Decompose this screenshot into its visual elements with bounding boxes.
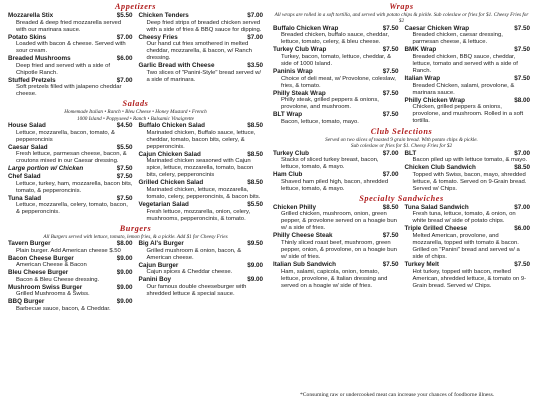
menu-item-header [405, 46, 531, 54]
burgers-col2 [139, 240, 264, 313]
footer-disclaimer: *Consuming raw or undercooked meat can increase your chances of foodborne illness. [300, 392, 495, 398]
menu-item-price: $8.50 [247, 150, 263, 158]
menu-item-header [405, 204, 531, 212]
menu-item-price: $4.50 [116, 122, 133, 130]
menu-item [273, 46, 399, 68]
section-title: Specialty Sandwiches [359, 193, 444, 203]
menu-item-header [139, 151, 264, 159]
menu-item-name: Bleu Cheese Burger [8, 269, 69, 277]
menu-item-description: Choice of deli meat, w/ Provolone, coleslaw, fries, & tomato. [281, 75, 396, 89]
menu-item-name: Tuna Salad Sandwich [404, 203, 469, 211]
menu-item-header [405, 164, 531, 172]
club-section [273, 127, 530, 193]
menu-item-price: $9.00 [116, 269, 133, 277]
menu-item [8, 122, 133, 144]
menu-item-name: Chicken Tenders [138, 12, 189, 19]
menu-item [273, 68, 399, 90]
menu-item-name: Cajun Burger [138, 261, 179, 269]
menu-item-price: $9.00 [116, 283, 133, 291]
menu-item-name: Garlic Bread with Cheese [138, 62, 215, 70]
appetizers-col2 [139, 12, 264, 98]
menu-item-header [273, 25, 399, 33]
burgers-grid [8, 240, 263, 313]
menu-item-header [405, 75, 531, 83]
menu-item-header [8, 298, 133, 306]
menu-item-description: Deep fried and served with a side of Chipotle Ranch. [16, 62, 110, 76]
menu-item-header [273, 171, 399, 179]
menu-item-description: Our hand cut fries smothered in melted cheddar, mozzarella, & bacon, w/ Ranch dressing. [146, 41, 252, 62]
menu-item-price: $7.50 [514, 24, 530, 32]
menu-item-header [273, 90, 399, 98]
menu-item-name: Triple Grilled Cheese [404, 225, 468, 233]
menu-item-description: Shaved ham piled high, bacon, shredded lettuce, tomato, & mayo. [281, 178, 389, 192]
menu-item-price: $7.00 [382, 171, 399, 179]
section-title: Appetizers [114, 2, 157, 11]
salads-col2 [139, 122, 264, 222]
wraps-col2 [405, 25, 531, 126]
menu-item-header [139, 12, 264, 20]
menu-item-name: Big Al's Burger [138, 239, 184, 247]
salads-grid [8, 122, 263, 222]
menu-item-name: Large portion w/ Chicken [8, 165, 84, 173]
menu-item-description: Hot turkey, topped with bacon, melted American, shredded lettuce, & tomato on 9-Grain bread. Served w/ Chips. [412, 268, 527, 289]
menu-item-name: Caesar Salad [8, 143, 48, 151]
menu-item-header [139, 201, 264, 209]
menu-item-description: Chicken, grilled peppers & onions, provolone, and mushroom. Rolled in a soft tortilla. [412, 104, 524, 125]
menu-item-price: $8.50 [514, 164, 530, 172]
appetizers-grid [8, 12, 263, 98]
menu-item [139, 34, 264, 63]
menu-item-name: BLT Wrap [273, 111, 303, 119]
menu-item-name: Italian Sub Sandwich [273, 260, 336, 268]
menu-item-name: Mozzarella Stix [8, 12, 54, 19]
menu-item-header [8, 34, 133, 42]
menu-item [405, 204, 531, 226]
menu-item-price: $7.00 [116, 76, 133, 84]
menu-item-header [8, 240, 133, 248]
menu-item-price: $3.50 [247, 62, 263, 70]
menu-item-price: $6.00 [116, 55, 133, 63]
menu-item-description: Lettuce, mozzarella, bacon, tomato, & pepperoncinis [16, 129, 115, 143]
menu-item-description: Grilled chicken, mushroom, onion, green pepper, & provolone served on a hoagie bun w/ a side of fries. [281, 211, 397, 232]
menu-item-header [8, 255, 133, 263]
menu-item-description: Marinated chicken, lettuce, mozzarella, tomato, celery, pepperoncinis, & bacon bits. [146, 186, 261, 200]
menu-item-description: Cajun spices & Cheddar cheese. [146, 269, 233, 276]
menu-item-header [8, 195, 133, 203]
menu-item-name: Paninis Wrap [273, 68, 313, 75]
menu-item-price: $5.50 [116, 143, 133, 151]
specialty-section [273, 194, 530, 290]
menu-item-header [273, 232, 399, 240]
menu-item-price: $8.50 [247, 179, 263, 187]
menu-item-price: $7.50 [116, 165, 133, 173]
menu-item-description: American Cheese & Bacon [16, 262, 87, 269]
menu-item [8, 255, 133, 270]
menu-item-name: Stuffed Pretzels [8, 76, 56, 84]
menu-item-description: Breaded chicken, buffalo sauce, cheddar, lettuce, tomato, celery, & bleu cheese. [281, 32, 389, 46]
menu-item-header [139, 122, 264, 130]
menu-item [139, 240, 264, 262]
menu-item-header [8, 144, 133, 152]
menu-item [139, 262, 264, 277]
menu-item-description: Fresh tuna, lettuce, tomato, & onion, on white bread w/ side of potato chips. [412, 211, 516, 225]
menu-item-description: Soft pretzels filled with jalapeno cheddar cheese. [16, 84, 122, 98]
menu-item-description: Lettuce, mozzarella, celery, tomato, bacon, & pepperoncinis. [16, 202, 128, 216]
menu-item [405, 225, 531, 261]
menu-item-header [139, 179, 264, 187]
menu-item-description: Fresh lettuce, mozzarella, onion, celery, mushrooms, pepperoncinis, & tomato. [146, 208, 251, 222]
menu-item [405, 261, 531, 290]
menu-item-header [8, 284, 133, 292]
menu-item-price: $7.50 [116, 172, 133, 180]
menu-item [8, 55, 133, 77]
menu-item-header [273, 111, 399, 119]
menu-item-name: Caesar Chicken Wrap [404, 24, 470, 32]
specialty-col2 [405, 204, 531, 290]
menu-item-name: Grilled Chicken Salad [138, 179, 204, 187]
menu-item-price: $7.50 [382, 68, 399, 75]
menu-item-price: $9.00 [247, 276, 263, 284]
wraps-col1 [273, 25, 399, 126]
menu-item-header [139, 34, 264, 42]
menu-right-column [273, 2, 530, 290]
menu-item-price: $7.50 [382, 24, 399, 32]
club-grid [273, 150, 530, 193]
menu-item-price: $6.00 [514, 225, 530, 233]
menu-item-price: $9.00 [116, 254, 133, 262]
club-note: Sub coleslaw or fries for $1. Cheesy Fries for $2 [350, 143, 453, 150]
menu-item-description: Breaded chicken, BBQ sauce, cheddar, lettuce, tomato and served with a side of Ranch. [412, 54, 518, 74]
menu-item-description: Breaded & deep fried mozzarella served with our marinara sauce. [16, 19, 122, 33]
menu-item-description: Marinated chicken, Buffalo sauce, lettuce, cheddar, tomato, bacon bits, celery, & pepperoncinis. [146, 129, 256, 150]
menu-item-price: $7.00 [116, 33, 133, 41]
menu-item-description: Topped with Swiss, bacon, mayo, shredded lettuce, & tomato. Served on 9-Grain bread. Served w/ Chips. [412, 171, 527, 192]
club-col2 [405, 150, 531, 193]
menu-item-name: BMK Wrap [404, 46, 437, 54]
menu-item-price: $7.50 [514, 46, 530, 54]
menu-item-header [139, 276, 264, 284]
menu-item [273, 25, 399, 47]
menu-item-price: $7.50 [382, 232, 399, 240]
menu-item-price: $9.00 [116, 298, 133, 306]
appetizers-section [8, 2, 263, 98]
menu-item-description: Marinated chicken seasoned with Cajun spice, lettuce, mozzarella, tomato, bacon bits, celery, pepperoncinis [146, 158, 254, 179]
menu-item-name: Chicken Philly [273, 203, 317, 211]
menu-item-price: $7.00 [247, 33, 263, 41]
menu-item-header [273, 150, 399, 158]
menu-item-description: Grilled Mushrooms & Swiss. [16, 291, 90, 298]
menu-item-header [139, 240, 264, 248]
menu-item-description: Deep fried strips of breaded chicken served with a side of fries & BBQ sauce for dipping. [146, 19, 262, 33]
menu-item-name: Tuna Salad [8, 194, 42, 202]
menu-item-description: Loaded with bacon & cheese. Served with sour cream. [16, 41, 126, 55]
menu-item-description: Grilled mushroom & onion, bacon, & American cheese. [146, 247, 242, 261]
menu-item-name: BBQ Burger [8, 298, 45, 306]
menu-item-description: Lettuce, turkey, ham, mozzarella, bacon bits, tomato, & pepperoncinis. [16, 180, 133, 194]
menu-item-price: $7.50 [514, 260, 530, 268]
section-title: Wraps [389, 2, 414, 11]
menu-item [8, 269, 133, 284]
menu-item-name: Buffalo Chicken Wrap [273, 24, 339, 32]
menu-item-name: Buffalo Chicken Salad [138, 122, 205, 130]
menu-item-name: Philly Chicken Wrap [404, 96, 465, 104]
salads-section [8, 99, 263, 222]
menu-item-price: $8.00 [116, 239, 133, 247]
menu-item [139, 151, 264, 180]
menu-item-name: Panini Boy [138, 276, 172, 284]
menu-item-name: Tavern Burger [8, 239, 51, 247]
section-title: Club Selections [370, 126, 433, 136]
menu-item-header [8, 269, 133, 277]
menu-item [273, 90, 399, 112]
menu-item [8, 298, 133, 313]
dressing-note: Homemade Italian • Ranch • Bleu Cheese • Honey Mustard • French [64, 109, 207, 116]
menu-item-header [8, 122, 133, 130]
menu-item-header [8, 55, 133, 63]
menu-item-name: Turkey Melt [404, 260, 440, 268]
menu-item-price: $7.00 [514, 203, 530, 211]
menu-item-header [405, 225, 531, 233]
appetizers-col1 [8, 12, 133, 98]
menu-item-header [273, 68, 399, 76]
menu-item-price: $5.50 [247, 200, 263, 208]
burgers-note: All Burgers served with lettuce, tomato, lemon fries, & a pickle. Add $1 for Cheesy Fries [43, 233, 228, 240]
menu-item [273, 111, 399, 126]
menu-item-description: Melted American, provolone, and mozzarella, topped with tomato & bacon. Grilled on "Panini" bread and served w/ a side of chips. [412, 232, 520, 260]
menu-item-header [8, 165, 133, 173]
menu-item-header [8, 173, 133, 181]
menu-item [8, 173, 133, 195]
menu-item [139, 179, 264, 201]
menu-item-price: $7.50 [382, 46, 399, 54]
menu-item [405, 25, 531, 47]
menu-item-name: Mushroom Swiss Burger [8, 283, 83, 291]
menu-item-name: Turkey Club Wrap [273, 46, 327, 54]
menu-item [273, 171, 399, 193]
menu-item [139, 12, 264, 34]
section-title: Salads [122, 99, 149, 109]
menu-item [8, 144, 133, 166]
menu-item [273, 150, 399, 172]
menu-item-description: Barbecue sauce, bacon, & Cheddar. [16, 305, 111, 312]
menu-item-header [139, 262, 264, 270]
dressing-note: 1000 Island • Poppyseed • Ranch • Balsamic Vinaigrette [77, 115, 194, 122]
menu-item-description: Our famous double cheeseburger with shredded lettuce & special sauce. [146, 283, 247, 297]
menu-item-header [273, 46, 399, 54]
menu-item-price: $7.00 [514, 149, 530, 157]
menu-item-header [139, 62, 264, 70]
menu-item [273, 232, 399, 261]
menu-item-description: Bacon & Bleu Cheese dressing. [16, 276, 100, 283]
menu-item-description: Breaded chicken, caesar dressing, parmesan cheese, & lettuce. [412, 32, 503, 46]
menu-item-name: BLT [404, 149, 417, 157]
club-col1 [273, 150, 399, 193]
menu-item-price: $5.50 [116, 12, 133, 19]
menu-item-description: Two slices of "Panini-Style" bread served w/ a side of marinara. [146, 69, 262, 83]
menu-item-name: Potato Skins [8, 33, 47, 41]
menu-item-name: Italian Wrap [404, 75, 441, 82]
wraps-note: All wraps are rolled in a soft tortilla, and served with potato chips & pickle. Sub coleslaw or fries for $1. Cheesy Fries for $2 [274, 12, 529, 25]
menu-item-price: $7.50 [116, 194, 133, 202]
menu-item-description: Plain burger. Add American cheese $.50 [16, 247, 121, 254]
menu-item [139, 122, 264, 151]
menu-item [273, 261, 399, 290]
menu-item-price: $8.50 [247, 122, 263, 130]
menu-item [8, 12, 133, 34]
menu-item-price: $9.50 [247, 239, 263, 247]
menu-item [405, 46, 531, 75]
menu-left-column [8, 2, 263, 313]
menu-item-price: $8.00 [514, 96, 530, 104]
menu-item-price: $7.00 [247, 12, 263, 19]
menu-item [273, 204, 399, 233]
menu-item-name: Chicken Club Sandwich [404, 164, 476, 172]
club-note: Served on two slices of toasted 9 grain bread. With potato chips & pickle. [325, 136, 478, 143]
menu-item-name: Turkey Club [273, 149, 309, 157]
menu-item [139, 201, 264, 223]
menu-item [139, 62, 264, 84]
menu-item-price: $7.00 [382, 149, 399, 157]
menu-item-name: House Salad [8, 122, 46, 130]
menu-item-price: $7.50 [514, 75, 530, 82]
menu-item-price: $9.00 [247, 261, 263, 269]
menu-item-name: Philly Steak Wrap [273, 89, 326, 97]
menu-item [8, 240, 133, 255]
menu-item-header [8, 77, 133, 85]
menu-item-price: $7.50 [382, 111, 399, 119]
menu-item [405, 75, 531, 97]
menu-item-header [273, 204, 399, 212]
menu-item [8, 165, 133, 173]
section-title: Burgers [119, 223, 152, 233]
menu-item-name: Ham Club [273, 171, 303, 179]
menu-item-description: Bacon, lettuce, tomato, mayo. [281, 118, 359, 125]
menu-item-header [405, 261, 531, 269]
menu-item-name: Bacon Cheese Burger [8, 254, 74, 262]
menu-item [139, 276, 264, 298]
wraps-grid [273, 25, 530, 126]
menu-item-name: Philly Cheese Steak [273, 232, 333, 240]
menu-item-price: $8.50 [382, 203, 399, 211]
menu-item-header [8, 12, 133, 20]
menu-item [8, 195, 133, 217]
menu-item-name: Breaded Mushrooms [8, 55, 71, 63]
menu-item-description: Stacks of sliced turkey breast, bacon, lettuce, tomato, & mayo. [281, 157, 379, 171]
menu-item-description: Fresh lettuce, parmesan cheese, bacon, & croutons mixed in our Caesar dressing. [16, 151, 127, 165]
menu-item-header [405, 25, 531, 33]
burgers-section [8, 224, 263, 313]
menu-item [405, 164, 531, 193]
menu-item-header [273, 261, 399, 269]
menu-item-header [405, 97, 531, 105]
menu-item-description: Thinly sliced roast beef, mushroom, green pepper, onion, & provolone, on a hoagie bun w/ side of fries. [281, 239, 397, 260]
menu-item-description: Ham, salami, capicola, onion, tomato, lettuce, provolone, & Italian dressing and served on a hoagie w/ side of fries. [281, 268, 388, 289]
menu-item-name: Vegetarian Salad [138, 200, 189, 208]
menu-item [8, 284, 133, 299]
menu-item-price: $7.50 [382, 89, 399, 97]
menu-item-name: Cajun Chicken Salad [138, 150, 201, 158]
menu-item [405, 97, 531, 126]
menu-item-header [405, 150, 531, 158]
menu-item-description: Breaded Chicken, salami, provolone, & marinara sauce. [412, 82, 515, 96]
menu-item [8, 34, 133, 56]
specialty-col1 [273, 204, 399, 290]
menu-item-name: Chef Salad [8, 172, 41, 180]
menu-item-description: Turkey, bacon, tomato, lettuce, cheddar, & side of 1000 Island. [281, 54, 392, 67]
specialty-grid [273, 204, 530, 290]
menu-item-description: Bacon piled up with lettuce tomato, & mayo. [412, 157, 528, 164]
burgers-col1 [8, 240, 133, 313]
salads-col1 [8, 122, 133, 222]
menu-item [405, 150, 531, 165]
menu-item-description: Philly steak, grilled peppers & onions, provolone, and mushroom. [281, 97, 379, 111]
wraps-section [273, 2, 530, 126]
menu-item [8, 77, 133, 99]
menu-item-price: $7.50 [382, 260, 399, 268]
menu-item-name: Cheesy Fries [138, 33, 178, 41]
